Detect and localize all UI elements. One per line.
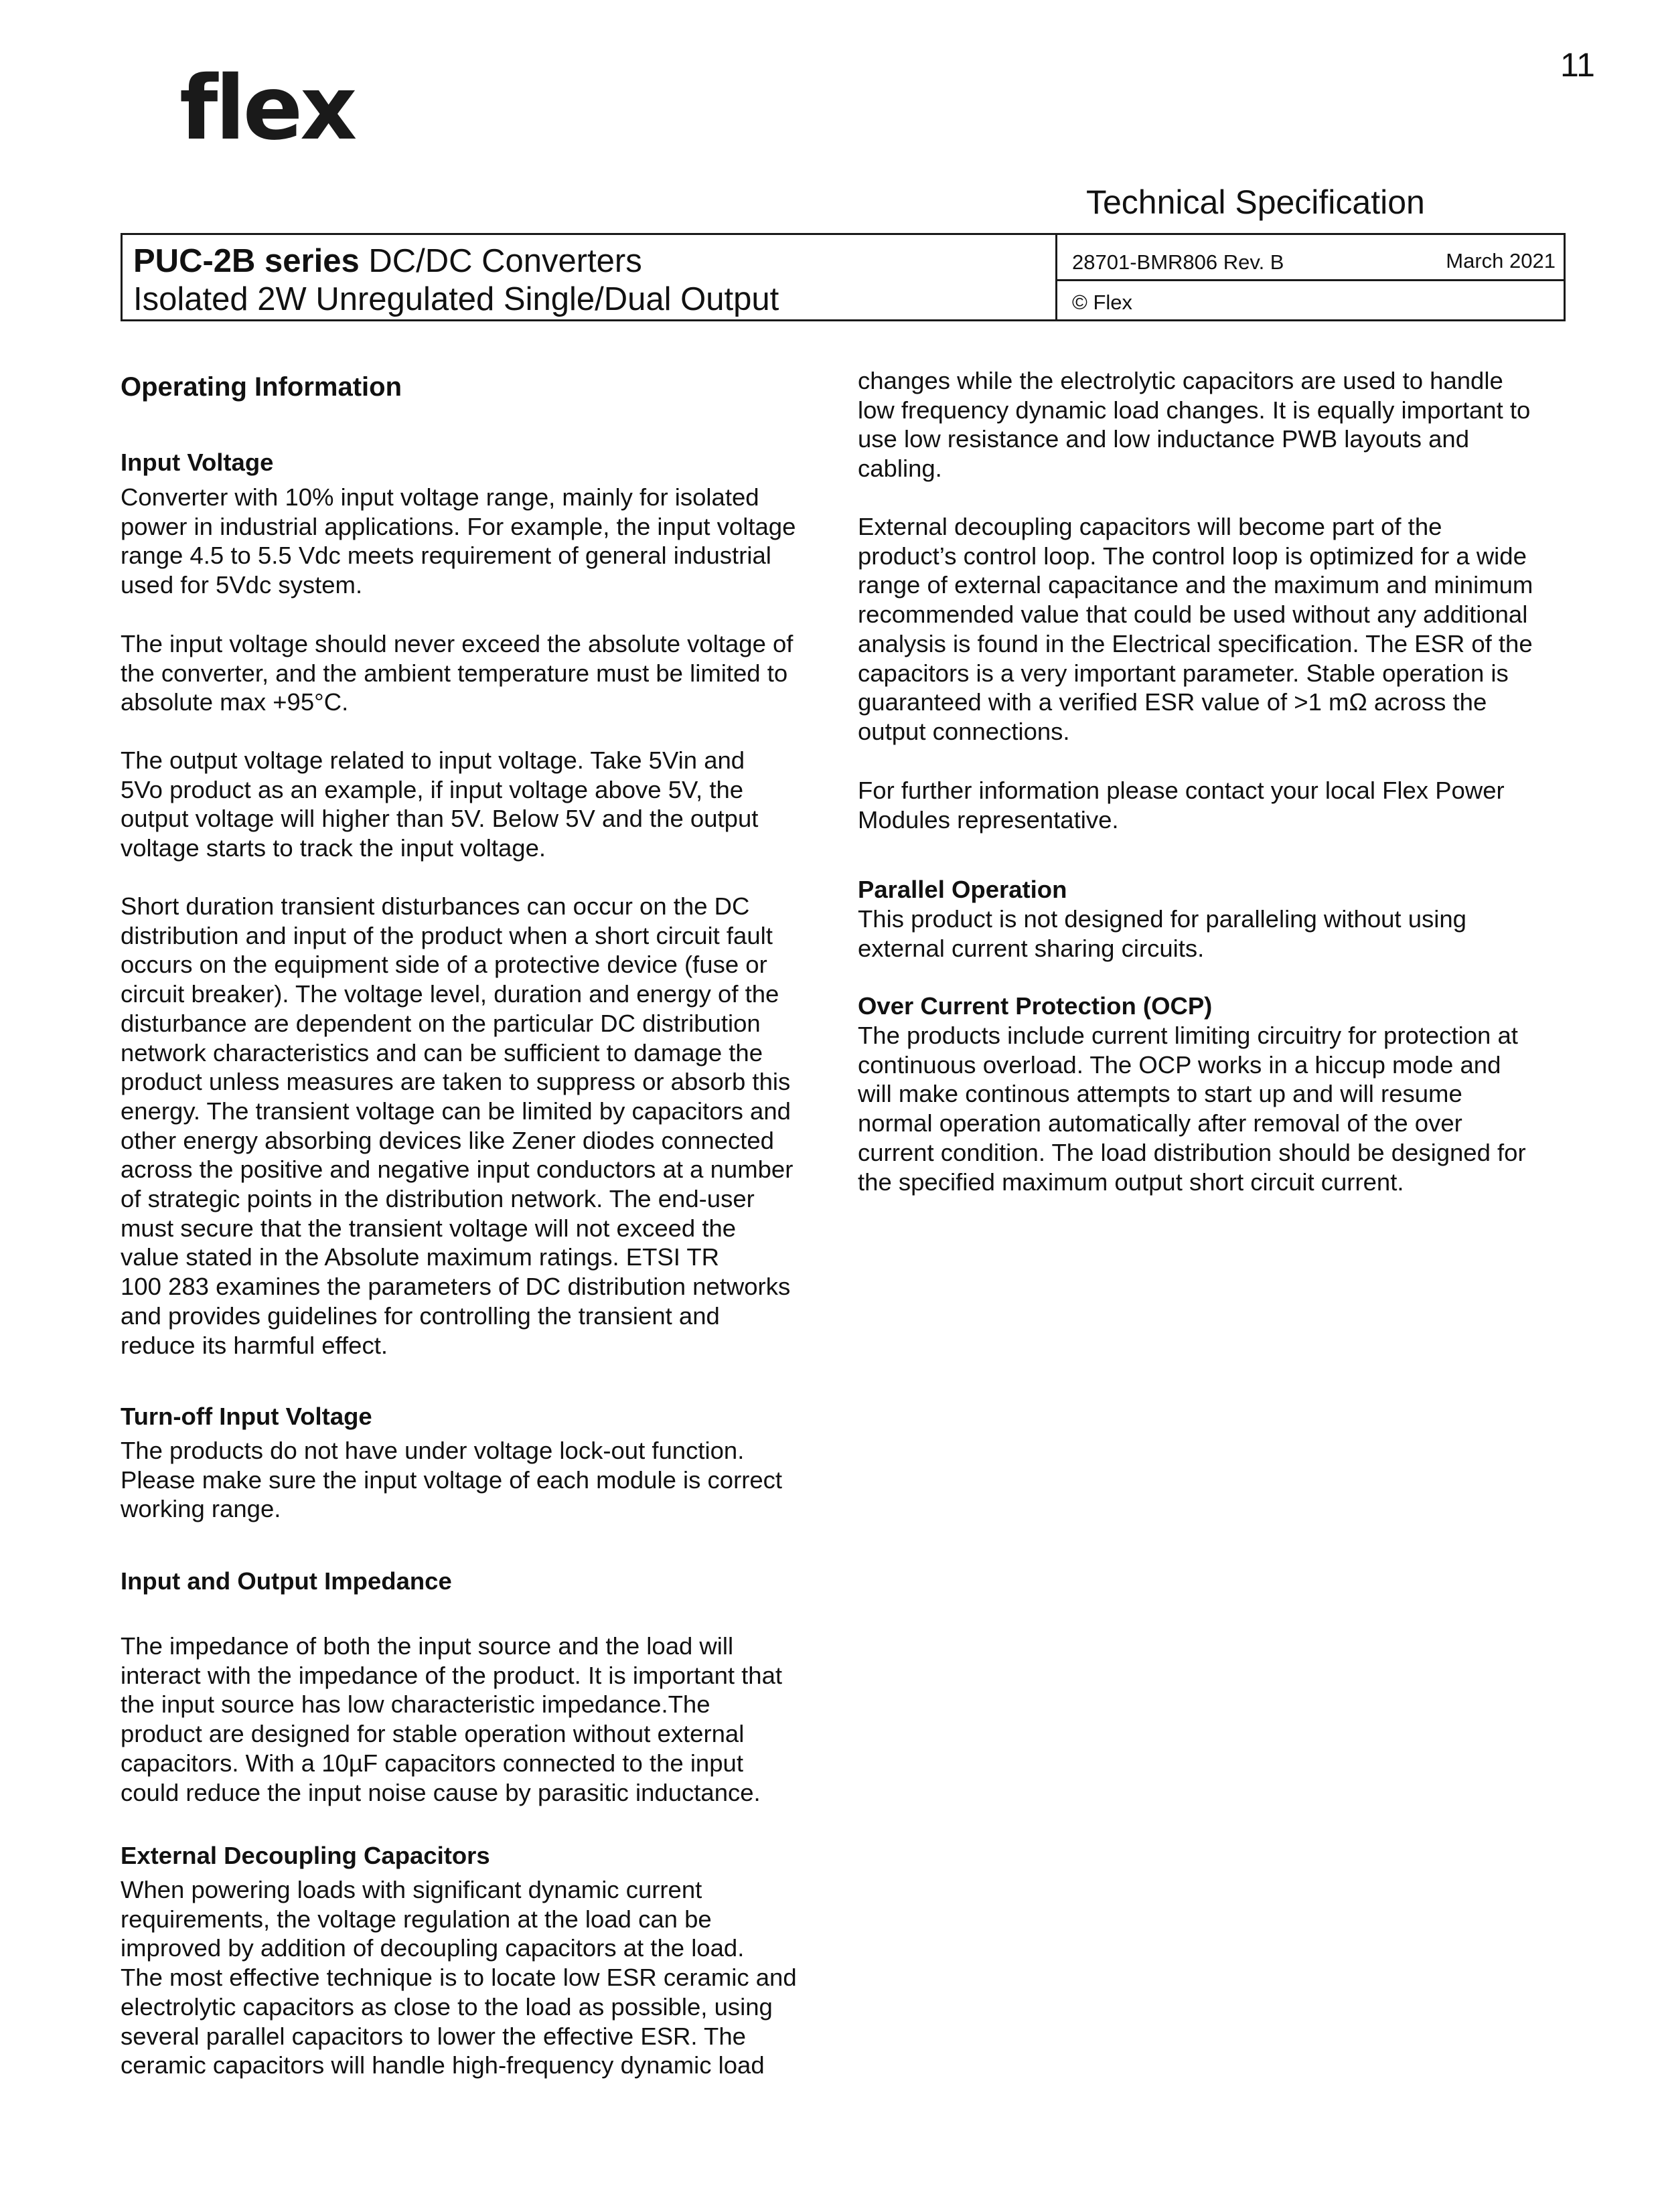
text-line: The products do not have under voltage lock-out function. xyxy=(121,1437,745,1464)
text-line: several parallel capacitors to lower the effective ESR. The xyxy=(121,2022,746,2050)
text-line: product are designed for stable operation without external xyxy=(121,1720,745,1748)
text-line: the converter, and the ambient temperature must be limited to xyxy=(121,659,788,687)
text-line: energy. The transient voltage can be limited by capacitors and xyxy=(121,1097,791,1125)
text-line: will make continous attempts to start up and will resume xyxy=(858,1080,1462,1108)
text-line: changes while the electrolytic capacitors are used to handle xyxy=(858,367,1503,394)
header-title-cell xyxy=(123,235,1057,319)
document-header-table xyxy=(121,233,1566,321)
paragraph xyxy=(121,746,758,863)
text-line: analysis is found in the Electrical specification. The ESR of the xyxy=(858,629,1533,657)
text-line: output voltage will higher than 5V. Below 5V and the output xyxy=(121,805,759,833)
paragraph xyxy=(121,629,793,717)
text-line: 5Vo product as an example, if input voltage above 5V, the xyxy=(121,775,744,803)
text-line: could reduce the input noise cause by parasitic inductance. xyxy=(121,1778,761,1806)
heading-external-decoupling: External Decoupling Capacitors xyxy=(121,1842,490,1869)
paragraph xyxy=(121,483,796,600)
text-line: requirements, the voltage regulation at the load can be xyxy=(121,1905,712,1933)
text-line: use low resistance and low inductance PWB layouts and xyxy=(858,425,1469,453)
document-date: March 2021 xyxy=(1446,249,1556,272)
text-line: disturbance are dependent on the particular DC distribution xyxy=(121,1009,761,1037)
text-line: 100 283 examines the parameters of DC distribution networks xyxy=(121,1273,791,1301)
text-line: capacitors. With a 10µF capacitors connected to the input xyxy=(121,1749,743,1777)
text-line: electrolytic capacitors as close to the load as possible, using xyxy=(121,1992,773,2021)
text-line: must secure that the transient voltage will not exceed the xyxy=(121,1214,737,1242)
paragraph xyxy=(858,904,1466,963)
text-line: across the positive and negative input conductors at a number xyxy=(121,1156,794,1184)
text-line: absolute max +95°C. xyxy=(121,688,349,716)
paragraph xyxy=(121,1875,797,2080)
text-line: the input source has low characteristic impedance.The xyxy=(121,1690,710,1719)
text-line: product unless measures are taken to suppress or absorb this xyxy=(121,1068,791,1096)
text-line: external current sharing circuits. xyxy=(858,934,1205,962)
text-line: current condition. The load distribution should be designed for xyxy=(858,1138,1526,1166)
document-number: 28701-BMR806 Rev. B xyxy=(1072,250,1284,274)
paragraph xyxy=(858,776,1505,834)
paragraph xyxy=(858,1021,1526,1196)
flex-logo: flex xyxy=(179,57,355,160)
page-number: 11 xyxy=(1560,46,1595,84)
text-line: and provides guidelines for controlling the transient and xyxy=(121,1301,720,1330)
paragraph xyxy=(121,1436,782,1524)
text-line: working range. xyxy=(121,1495,281,1523)
text-line: reduce its harmful effect. xyxy=(121,1331,388,1359)
text-line: For further information please contact your local Flex Power xyxy=(858,777,1505,804)
text-line: product’s control loop. The control loop is optimized for a wide xyxy=(858,542,1527,570)
text-line: distribution and input of the product when a short circuit fault xyxy=(121,921,773,949)
text-line: range 4.5 to 5.5 Vdc meets requirement of general industrial xyxy=(121,542,771,570)
text-line: improved by addition of decoupling capacitors at the load. xyxy=(121,1934,745,1962)
text-line: When powering loads with significant dynamic current xyxy=(121,1876,702,1903)
text-line: recommended value that could be used without any additional xyxy=(858,601,1528,629)
text-line: other energy absorbing devices like Zener diodes connected xyxy=(121,1126,774,1154)
text-line: Please make sure the input voltage of each module is correct xyxy=(121,1466,783,1494)
text-line: ceramic capacitors will handle high-frequency dynamic load xyxy=(121,2051,765,2079)
text-line: Short duration transient disturbances can occur on the DC xyxy=(121,892,750,920)
text-line: power in industrial applications. For example, the input voltage xyxy=(121,512,796,540)
text-line: voltage starts to track the input voltage. xyxy=(121,834,546,862)
text-line: The most effective technique is to locate low ESR ceramic and xyxy=(121,1964,797,1992)
text-line: normal operation automatically after removal of the over xyxy=(858,1109,1462,1137)
text-line: guaranteed with a verified ESR value of >1 mΩ across the xyxy=(858,688,1487,716)
text-line: The impedance of both the input source and the load will xyxy=(121,1632,734,1660)
heading-turnoff-input-voltage: Turn-off Input Voltage xyxy=(121,1403,372,1430)
section-title: Operating Information xyxy=(121,372,402,402)
heading-over-current-protection: Over Current Protection (OCP) xyxy=(858,992,1213,1020)
text-line: occurs on the equipment side of a protective device (fuse or xyxy=(121,951,767,979)
text-line: Converter with 10% input voltage range, mainly for isolated xyxy=(121,483,759,511)
text-line: External decoupling capacitors will become part of the xyxy=(858,513,1442,540)
text-line: capacitors is a very important parameter. Stable operation is xyxy=(858,659,1509,687)
heading-input-voltage: Input Voltage xyxy=(121,449,274,476)
text-line: network characteristics and can be sufficient to damage the xyxy=(121,1038,763,1066)
text-line: This product is not designed for paralleling without using xyxy=(858,905,1466,933)
product-subtitle: Isolated 2W Unregulated Single/Dual Output xyxy=(133,281,779,317)
text-line: circuit breaker). The voltage level, duration and energy of the xyxy=(121,980,779,1008)
paragraph xyxy=(121,1632,782,1807)
text-line: cabling. xyxy=(858,455,942,483)
paragraph xyxy=(858,512,1533,746)
text-line: The input voltage should never exceed the absolute voltage of xyxy=(121,630,794,657)
text-line: used for 5Vdc system. xyxy=(121,571,363,599)
text-line: continuous overload. The OCP works in a hiccup mode and xyxy=(858,1050,1501,1079)
copyright: © Flex xyxy=(1072,291,1133,314)
text-line: The output voltage related to input voltage. Take 5Vin and xyxy=(121,746,745,774)
paragraph xyxy=(858,366,1530,483)
text-line: value stated in the Absolute maximum ratings. ETSI TR xyxy=(121,1243,719,1271)
text-line: interact with the impedance of the product. It is important that xyxy=(121,1661,783,1689)
product-type: DC/DC Converters xyxy=(359,243,642,279)
paragraph xyxy=(121,892,793,1360)
document-type: Technical Specification xyxy=(1086,183,1425,221)
text-line: the specified maximum output short circuit current. xyxy=(858,1168,1404,1196)
heading-parallel-operation: Parallel Operation xyxy=(858,876,1067,903)
text-line: The products include current limiting circuitry for protection at xyxy=(858,1022,1518,1049)
product-title xyxy=(133,242,642,281)
text-line: Modules representative. xyxy=(858,805,1119,834)
text-line: range of external capacitance and the maximum and minimum xyxy=(858,571,1533,599)
text-line: output connections. xyxy=(858,717,1070,745)
header-meta-cell xyxy=(1057,235,1564,319)
text-line: low frequency dynamic load changes. It is equally important to xyxy=(858,396,1531,424)
text-line: of strategic points in the distribution network. The end-user xyxy=(121,1185,755,1213)
header-meta-row xyxy=(1057,235,1564,281)
product-series: PUC-2B series xyxy=(133,243,360,279)
heading-input-output-impedance: Input and Output Impedance xyxy=(121,1567,452,1595)
